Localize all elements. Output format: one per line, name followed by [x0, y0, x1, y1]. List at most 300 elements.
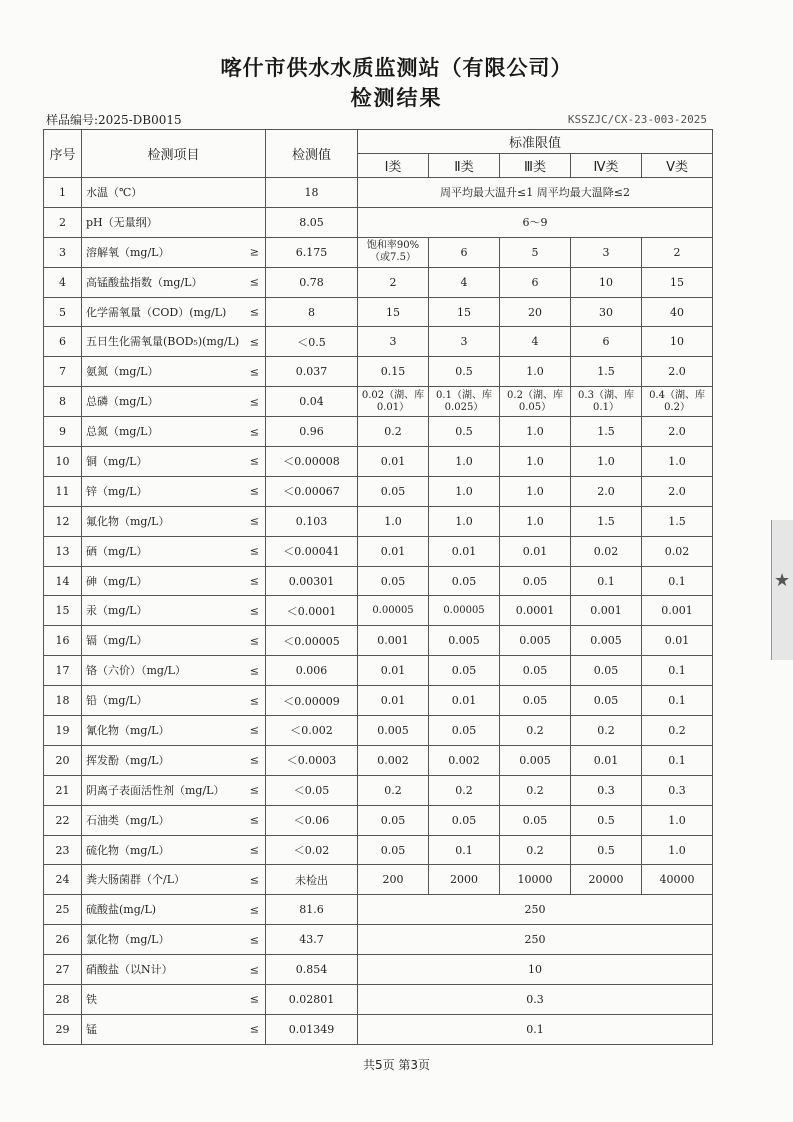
test-item	[82, 536, 266, 566]
test-item-name: 汞（mg/L）	[86, 604, 148, 618]
test-item-name: 挥发酚（mg/L）	[86, 753, 170, 767]
test-item-name: 化学需氧量（COD）(mg/L)	[86, 305, 227, 319]
standard-limit-class-2: 1.0	[429, 506, 500, 536]
test-item	[82, 985, 266, 1015]
measured-value: 未检出	[266, 865, 358, 895]
comparison-operator: ≤	[249, 305, 259, 319]
row-number: 28	[44, 985, 82, 1015]
measured-value: ＜0.00008	[266, 447, 358, 477]
standard-limit-class-3: 0.05	[500, 805, 571, 835]
standard-limit-class-5: 0.1	[642, 686, 713, 716]
standard-limit-all: 250	[358, 895, 713, 925]
standard-limit-class-5: 10	[642, 327, 713, 357]
standard-limit-class-5: 2.0	[642, 357, 713, 387]
test-item-name: 硝酸盐（以N计）	[86, 963, 173, 977]
standard-limit-class-4: 0.3	[571, 775, 642, 805]
comparison-operator: ≥	[249, 245, 259, 259]
table-row	[44, 925, 713, 955]
standard-limit-class-1: 0.05	[358, 805, 429, 835]
measured-value: 43.7	[266, 925, 358, 955]
test-item	[82, 835, 266, 865]
standard-limit-class-4: 10	[571, 267, 642, 297]
test-item-name: 铅（mg/L）	[86, 694, 148, 708]
standard-limit-all: 0.1	[358, 1014, 713, 1044]
standard-limit-class-1: 0.001	[358, 626, 429, 656]
comparison-operator: ≤	[249, 544, 259, 558]
row-number: 18	[44, 686, 82, 716]
header-class-2: Ⅱ类	[429, 154, 500, 178]
standard-limit-class-4: 0.5	[571, 835, 642, 865]
standard-limit-class-5: 1.0	[642, 447, 713, 477]
standard-limit-class-4: 1.5	[571, 417, 642, 447]
table-row	[44, 626, 713, 656]
standard-limit-class-1: 200	[358, 865, 429, 895]
header-class-3: Ⅲ类	[500, 154, 571, 178]
star-icon: ★	[774, 570, 791, 591]
table-row	[44, 745, 713, 775]
row-number: 7	[44, 357, 82, 387]
standard-limit-class-5: 0.1	[642, 745, 713, 775]
standard-limit-class-2: 0.1	[429, 835, 500, 865]
row-number: 9	[44, 417, 82, 447]
test-item	[82, 745, 266, 775]
organization-title: 喀什市供水水质监测站（有限公司）	[220, 56, 573, 80]
standard-limit-class-1: 0.00005	[358, 596, 429, 626]
comparison-operator: ≤	[249, 395, 259, 409]
test-item	[82, 626, 266, 656]
test-item	[82, 925, 266, 955]
row-number: 3	[44, 237, 82, 267]
test-item-name: 高锰酸盐指数（mg/L）	[86, 275, 203, 289]
row-number: 21	[44, 775, 82, 805]
standard-limit-all: 10	[358, 955, 713, 985]
standard-limit-class-1: 0.02（湖、库0.01）	[358, 387, 429, 417]
table-row	[44, 596, 713, 626]
standard-limit-class-4: 1.0	[571, 447, 642, 477]
standard-limit-class-1: 0.2	[358, 417, 429, 447]
test-item	[82, 267, 266, 297]
test-item-name: 锰	[86, 1022, 97, 1036]
row-number: 5	[44, 297, 82, 327]
standard-limit-class-2: 0.5	[429, 417, 500, 447]
standard-limit-class-4: 0.3（湖、库0.1）	[571, 387, 642, 417]
comparison-operator: ≤	[249, 933, 259, 947]
standard-limit-class-3: 6	[500, 267, 571, 297]
standard-limit-class-2: 0.05	[429, 805, 500, 835]
comparison-operator: ≤	[249, 783, 259, 797]
test-item-name: 硒（mg/L）	[86, 544, 148, 558]
standard-limit-class-2: 3	[429, 327, 500, 357]
standard-limit-all: 0.3	[358, 985, 713, 1015]
header-seq: 序号	[44, 130, 82, 178]
standard-limit-class-3: 10000	[500, 865, 571, 895]
standard-limit-class-2: 1.0	[429, 476, 500, 506]
comparison-operator: ≤	[249, 425, 259, 439]
row-number: 24	[44, 865, 82, 895]
table-row	[44, 865, 713, 895]
standard-limit-class-4: 20000	[571, 865, 642, 895]
standard-limit-class-2: 1.0	[429, 447, 500, 477]
standard-limit-class-5: 0.2	[642, 716, 713, 746]
table-row	[44, 476, 713, 506]
standard-limit-all: 6～9	[358, 207, 713, 237]
header-class-5: Ⅴ类	[642, 154, 713, 178]
standard-limit-class-5: 40000	[642, 865, 713, 895]
standard-limit-class-2: 0.00005	[429, 596, 500, 626]
test-item-name: 五日生化需氧量(BOD₅)(mg/L)	[86, 335, 240, 349]
standard-limit-class-4: 2.0	[571, 476, 642, 506]
standard-limit-class-4: 0.001	[571, 596, 642, 626]
standard-limit-class-3: 0.05	[500, 686, 571, 716]
test-item-name: 总氮（mg/L）	[86, 425, 159, 439]
measured-value: 0.02801	[266, 985, 358, 1015]
comparison-operator: ≤	[249, 723, 259, 737]
standard-limit-class-2: 0.01	[429, 536, 500, 566]
standard-limit-class-3: 0.01	[500, 536, 571, 566]
table-row	[44, 447, 713, 477]
comparison-operator: ≤	[249, 843, 259, 857]
test-item	[82, 566, 266, 596]
row-number: 13	[44, 536, 82, 566]
test-item	[82, 417, 266, 447]
row-number: 19	[44, 716, 82, 746]
header-class-1: Ⅰ类	[358, 154, 429, 178]
table-row	[44, 178, 713, 208]
measured-value: ＜0.00067	[266, 476, 358, 506]
standard-limit-class-4: 1.5	[571, 357, 642, 387]
test-item-name: 氨氮（mg/L）	[86, 365, 159, 379]
standard-limit-class-1: 0.01	[358, 536, 429, 566]
standard-limit-class-5: 0.1	[642, 566, 713, 596]
standard-limit-class-1: 0.05	[358, 476, 429, 506]
standard-limit-class-5: 0.001	[642, 596, 713, 626]
test-item-name: 总磷（mg/L）	[86, 395, 159, 409]
standard-limit-class-1: 0.05	[358, 835, 429, 865]
standard-limit-class-2: 6	[429, 237, 500, 267]
row-number: 26	[44, 925, 82, 955]
standard-limit-class-5: 2.0	[642, 476, 713, 506]
standard-limit-class-3: 0.2	[500, 716, 571, 746]
row-number: 11	[44, 476, 82, 506]
test-item	[82, 387, 266, 417]
header-standard: 标准限值	[358, 130, 713, 154]
standard-limit-class-3: 1.0	[500, 357, 571, 387]
standard-limit-class-1: 0.01	[358, 686, 429, 716]
standard-limit-class-3: 0.2	[500, 835, 571, 865]
standard-limit-class-1: 0.005	[358, 716, 429, 746]
standard-limit-class-5: 0.4（湖、库0.2）	[642, 387, 713, 417]
test-item-name: 溶解氧（mg/L）	[86, 245, 170, 259]
standard-limit-class-4: 30	[571, 297, 642, 327]
row-number: 8	[44, 387, 82, 417]
comparison-operator: ≤	[249, 484, 259, 498]
row-number: 1	[44, 178, 82, 208]
standard-limit-class-5: 0.02	[642, 536, 713, 566]
measured-value: 0.96	[266, 417, 358, 447]
measured-value: 0.006	[266, 656, 358, 686]
standard-limit-class-1: 2	[358, 267, 429, 297]
standard-limit-class-1: 0.15	[358, 357, 429, 387]
row-number: 22	[44, 805, 82, 835]
standard-limit-class-3: 0.2	[500, 775, 571, 805]
test-item	[82, 447, 266, 477]
seal-stamp-fragment	[771, 520, 793, 660]
header-class-4: Ⅳ类	[571, 154, 642, 178]
standard-limit-class-5: 2	[642, 237, 713, 267]
comparison-operator: ≤	[249, 604, 259, 618]
standard-limit-class-5: 15	[642, 267, 713, 297]
measured-value: ＜0.00005	[266, 626, 358, 656]
test-item	[82, 716, 266, 746]
comparison-operator: ≤	[249, 873, 259, 887]
comparison-operator: ≤	[249, 365, 259, 379]
comparison-operator: ≤	[249, 992, 259, 1006]
standard-limit-class-3: 0.0001	[500, 596, 571, 626]
test-item	[82, 686, 266, 716]
test-item	[82, 656, 266, 686]
document-code: KSSZJC/CX-23-003-2025	[567, 113, 707, 126]
row-number: 25	[44, 895, 82, 925]
results-table	[43, 129, 713, 1045]
test-item-name: 阴离子表面活性剂（mg/L）	[86, 783, 225, 797]
measured-value: 0.00301	[266, 566, 358, 596]
row-number: 4	[44, 267, 82, 297]
test-item	[82, 955, 266, 985]
test-item-name: 硫化物（mg/L）	[86, 843, 170, 857]
comparison-operator: ≤	[249, 634, 259, 648]
test-item-name: pH（无量纲）	[86, 215, 158, 229]
test-item-name: 水温（℃）	[86, 185, 143, 199]
row-number: 27	[44, 955, 82, 985]
table-row	[44, 387, 713, 417]
test-item	[82, 476, 266, 506]
row-number: 6	[44, 327, 82, 357]
table-row	[44, 835, 713, 865]
test-item-name: 粪大肠菌群（个/L）	[86, 873, 186, 887]
table-row	[44, 805, 713, 835]
standard-limit-class-2: 0.5	[429, 357, 500, 387]
standard-limit-class-3: 20	[500, 297, 571, 327]
measured-value: 8	[266, 297, 358, 327]
standard-limit-all: 250	[358, 925, 713, 955]
table-row	[44, 955, 713, 985]
measured-value: ＜0.02	[266, 835, 358, 865]
test-item	[82, 506, 266, 536]
standard-limit-class-2: 0.005	[429, 626, 500, 656]
table-row	[44, 327, 713, 357]
comparison-operator: ≤	[249, 753, 259, 767]
standard-limit-all: 周平均最大温升≤1 周平均最大温降≤2	[358, 178, 713, 208]
standard-limit-class-3: 0.05	[500, 566, 571, 596]
test-item	[82, 327, 266, 357]
row-number: 12	[44, 506, 82, 536]
test-item	[82, 1014, 266, 1044]
test-item-name: 硫酸盐(mg/L)	[86, 903, 157, 917]
header-item: 检测项目	[82, 130, 266, 178]
standard-limit-class-4: 0.2	[571, 716, 642, 746]
test-item	[82, 357, 266, 387]
standard-limit-class-5: 0.3	[642, 775, 713, 805]
test-item	[82, 207, 266, 237]
standard-limit-class-4: 0.01	[571, 745, 642, 775]
table-row	[44, 237, 713, 267]
standard-limit-class-2: 0.05	[429, 716, 500, 746]
standard-limit-class-1: 0.01	[358, 447, 429, 477]
test-item	[82, 805, 266, 835]
test-item	[82, 865, 266, 895]
test-item-name: 砷（mg/L）	[86, 574, 148, 588]
measured-value: ＜0.00009	[266, 686, 358, 716]
table-row	[44, 895, 713, 925]
standard-limit-class-1: 0.01	[358, 656, 429, 686]
comparison-operator: ≤	[249, 574, 259, 588]
standard-limit-class-1: 15	[358, 297, 429, 327]
standard-limit-class-3: 1.0	[500, 476, 571, 506]
test-item-name: 镉（mg/L）	[86, 634, 148, 648]
comparison-operator: ≤	[249, 1022, 259, 1036]
measured-value: 18	[266, 178, 358, 208]
standard-limit-class-4: 0.1	[571, 566, 642, 596]
measured-value: ＜0.0003	[266, 745, 358, 775]
sample-number: 样品编号:2025-DB0015	[46, 113, 182, 127]
test-item-name: 氰化物（mg/L）	[86, 723, 170, 737]
row-number: 29	[44, 1014, 82, 1044]
test-item	[82, 178, 266, 208]
comparison-operator: ≤	[249, 813, 259, 827]
measured-value: ＜0.00041	[266, 536, 358, 566]
standard-limit-class-3: 0.05	[500, 656, 571, 686]
measured-value: ＜0.5	[266, 327, 358, 357]
table-row	[44, 566, 713, 596]
measured-value: 81.6	[266, 895, 358, 925]
standard-limit-class-3: 1.0	[500, 447, 571, 477]
standard-limit-class-4: 0.02	[571, 536, 642, 566]
page-footer: 共5页 第3页	[362, 1058, 431, 1072]
standard-limit-class-5: 0.01	[642, 626, 713, 656]
table-row	[44, 985, 713, 1015]
measured-value: 0.037	[266, 357, 358, 387]
standard-limit-class-1: 0.002	[358, 745, 429, 775]
table-row	[44, 686, 713, 716]
standard-limit-class-2: 0.05	[429, 656, 500, 686]
row-number: 23	[44, 835, 82, 865]
test-item-name: 铬（六价）（mg/L）	[86, 664, 186, 678]
standard-limit-class-2: 0.01	[429, 686, 500, 716]
table-row	[44, 357, 713, 387]
standard-limit-class-2: 4	[429, 267, 500, 297]
standard-limit-class-1: 1.0	[358, 506, 429, 536]
comparison-operator: ≤	[249, 514, 259, 528]
measured-value: 8.05	[266, 207, 358, 237]
standard-limit-class-5: 1.5	[642, 506, 713, 536]
measured-value: 0.01349	[266, 1014, 358, 1044]
standard-limit-class-5: 1.0	[642, 805, 713, 835]
standard-limit-class-3: 4	[500, 327, 571, 357]
measured-value: 6.175	[266, 237, 358, 267]
standard-limit-class-4: 0.05	[571, 686, 642, 716]
standard-limit-class-3: 0.005	[500, 626, 571, 656]
test-item-name: 氯化物（mg/L）	[86, 933, 170, 947]
measured-value: 0.78	[266, 267, 358, 297]
table-row	[44, 417, 713, 447]
comparison-operator: ≤	[249, 903, 259, 917]
comparison-operator: ≤	[249, 963, 259, 977]
row-number: 15	[44, 596, 82, 626]
test-item-name: 石油类（mg/L）	[86, 813, 170, 827]
row-number: 14	[44, 566, 82, 596]
table-row	[44, 536, 713, 566]
measured-value: 0.04	[266, 387, 358, 417]
test-item-name: 铜（mg/L）	[86, 454, 148, 468]
standard-limit-class-1: 0.2	[358, 775, 429, 805]
table-row	[44, 716, 713, 746]
standard-limit-class-3: 5	[500, 237, 571, 267]
measured-value: ＜0.05	[266, 775, 358, 805]
test-item	[82, 237, 266, 267]
standard-limit-class-3: 1.0	[500, 417, 571, 447]
row-number: 2	[44, 207, 82, 237]
test-item	[82, 596, 266, 626]
table-row	[44, 775, 713, 805]
standard-limit-class-5: 0.1	[642, 656, 713, 686]
standard-limit-class-2: 0.05	[429, 566, 500, 596]
row-number: 16	[44, 626, 82, 656]
row-number: 20	[44, 745, 82, 775]
measured-value: ＜0.0001	[266, 596, 358, 626]
table-row	[44, 297, 713, 327]
test-item-name: 锌（mg/L）	[86, 484, 148, 498]
measured-value: ＜0.06	[266, 805, 358, 835]
measured-value: 0.103	[266, 506, 358, 536]
standard-limit-class-2: 2000	[429, 865, 500, 895]
header-value: 检测值	[266, 130, 358, 178]
test-item	[82, 775, 266, 805]
standard-limit-class-1: 饱和率90%（或7.5）	[358, 237, 429, 267]
standard-limit-class-2: 0.2	[429, 775, 500, 805]
measured-value: 0.854	[266, 955, 358, 985]
test-item-name: 氟化物（mg/L）	[86, 514, 170, 528]
standard-limit-class-2: 15	[429, 297, 500, 327]
standard-limit-class-1: 0.05	[358, 566, 429, 596]
standard-limit-class-2: 0.002	[429, 745, 500, 775]
test-item	[82, 895, 266, 925]
table-row	[44, 656, 713, 686]
table-row	[44, 506, 713, 536]
table-row	[44, 207, 713, 237]
standard-limit-class-4: 3	[571, 237, 642, 267]
standard-limit-class-4: 0.5	[571, 805, 642, 835]
comparison-operator: ≤	[249, 664, 259, 678]
standard-limit-class-4: 1.5	[571, 506, 642, 536]
standard-limit-class-2: 0.1（湖、库0.025）	[429, 387, 500, 417]
comparison-operator: ≤	[249, 275, 259, 289]
test-item-name: 铁	[86, 992, 97, 1006]
standard-limit-class-4: 0.005	[571, 626, 642, 656]
test-item	[82, 297, 266, 327]
table-row	[44, 1014, 713, 1044]
standard-limit-class-4: 0.05	[571, 656, 642, 686]
standard-limit-class-1: 3	[358, 327, 429, 357]
table-row	[44, 267, 713, 297]
comparison-operator: ≤	[249, 335, 259, 349]
standard-limit-class-4: 6	[571, 327, 642, 357]
standard-limit-class-5: 40	[642, 297, 713, 327]
measured-value: ＜0.002	[266, 716, 358, 746]
row-number: 10	[44, 447, 82, 477]
row-number: 17	[44, 656, 82, 686]
standard-limit-class-3: 1.0	[500, 506, 571, 536]
comparison-operator: ≤	[249, 694, 259, 708]
